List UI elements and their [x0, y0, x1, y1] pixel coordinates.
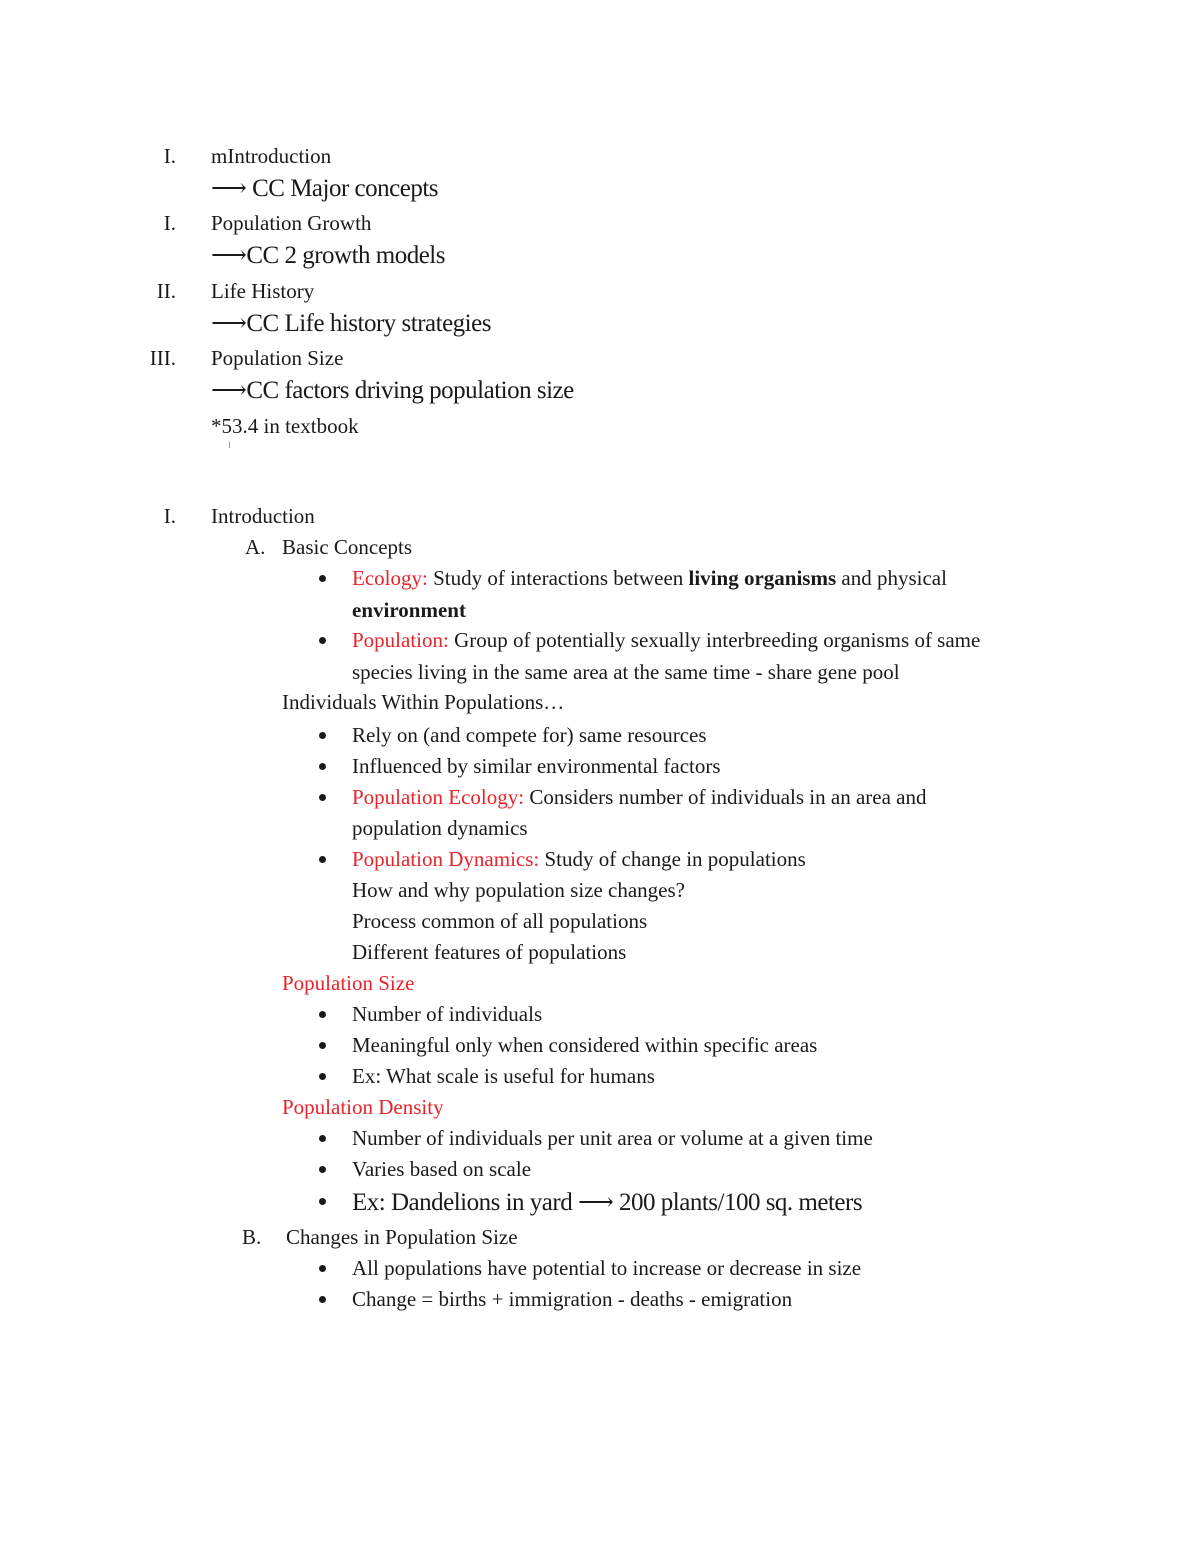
bullet-dot	[319, 1198, 326, 1205]
outline-arrow-note: ⟶CC 2 growth models	[211, 242, 445, 269]
definition-text: Group of potentially sexually interbreeding organisms of same	[448, 628, 981, 652]
bullet-dot	[319, 1265, 326, 1272]
bullet-dot	[319, 732, 326, 739]
bullet-dot	[319, 1042, 326, 1049]
bullet-dot	[319, 856, 326, 863]
list-item: Change = births + immigration - deaths - emigration	[352, 1287, 793, 1311]
bullet-dot	[319, 1135, 326, 1142]
list-item: Number of individuals	[352, 1002, 543, 1026]
density-example: Ex: Dandelions in yard ⟶ 200 plants/100 sq. meters	[352, 1189, 863, 1216]
list-item: Influenced by similar environmental factors	[352, 754, 721, 778]
definition-text: and physical	[836, 566, 947, 590]
population-dynamics-definition	[352, 849, 806, 870]
bullet-dot	[319, 1166, 326, 1173]
outline-title: mIntroduction	[211, 144, 332, 168]
section-title: Introduction	[211, 504, 315, 528]
outline-title: Population Growth	[211, 211, 372, 235]
textbook-note: *53.4 in textbook	[211, 414, 359, 438]
subsection-letter: A.	[245, 535, 266, 559]
list-item: Varies based on scale	[352, 1157, 532, 1181]
list-item: Number of individuals per unit area or volume at a given time	[352, 1126, 873, 1150]
definition-bold: environment	[352, 598, 466, 622]
definition-bold: living organisms	[688, 566, 837, 590]
bullet-dot	[319, 575, 326, 582]
definition-text: species living in the same area at the same time - share gene pool	[352, 660, 900, 684]
ecology-definition	[352, 568, 947, 589]
dynamics-line: Process common of all populations	[352, 909, 648, 933]
subsection-letter: B.	[242, 1225, 262, 1249]
definition-text: Considers number of individuals in an area and	[524, 785, 927, 809]
bullet-dot	[319, 1011, 326, 1018]
bullet-dot	[319, 794, 326, 801]
outline-numeral: III.	[149, 346, 176, 370]
density-heading: Population Density	[282, 1095, 444, 1119]
bullet-dot	[319, 763, 326, 770]
population-ecology-definition	[352, 787, 926, 808]
outline-numeral: I.	[163, 211, 176, 235]
dynamics-line: Different features of populations	[352, 940, 627, 964]
outline-arrow-note: ⟶ CC Major concepts	[211, 175, 438, 202]
outline-arrow-note: ⟶CC Life history strategies	[211, 310, 491, 337]
subsection-title: Basic Concepts	[282, 535, 413, 559]
bullet-dot	[319, 1296, 326, 1303]
dynamics-line: How and why population size changes?	[352, 878, 685, 902]
definition-text: Study of change in populations	[539, 847, 806, 871]
outline-title: Population Size	[211, 346, 344, 370]
section-numeral: I.	[163, 504, 176, 528]
subsection-title: Changes in Population Size	[286, 1225, 518, 1249]
term-population: Population:	[352, 628, 449, 652]
outline-numeral: II.	[156, 279, 176, 303]
list-item: All populations have potential to increase or decrease in size	[352, 1256, 862, 1280]
outline-title: Life History	[211, 279, 315, 303]
term-population-ecology: Population Ecology:	[352, 785, 525, 809]
stray-mark	[229, 442, 230, 448]
list-item: Rely on (and compete for) same resources	[352, 723, 707, 747]
definition-text: Study of interactions between	[427, 566, 689, 590]
bullet-dot	[319, 1073, 326, 1080]
population-definition	[352, 630, 980, 651]
outline-numeral: I.	[163, 144, 176, 168]
term-population-dynamics: Population Dynamics:	[352, 847, 540, 871]
bullet-dot	[319, 637, 326, 644]
size-heading: Population Size	[282, 971, 415, 995]
term-ecology: Ecology:	[352, 566, 428, 590]
outline-arrow-note: ⟶CC factors driving population size	[211, 377, 574, 404]
list-item: Ex: What scale is useful for humans	[352, 1064, 655, 1088]
within-heading: Individuals Within Populations…	[282, 690, 565, 714]
list-item: Meaningful only when considered within specific areas	[352, 1033, 818, 1057]
definition-text: population dynamics	[352, 816, 528, 840]
